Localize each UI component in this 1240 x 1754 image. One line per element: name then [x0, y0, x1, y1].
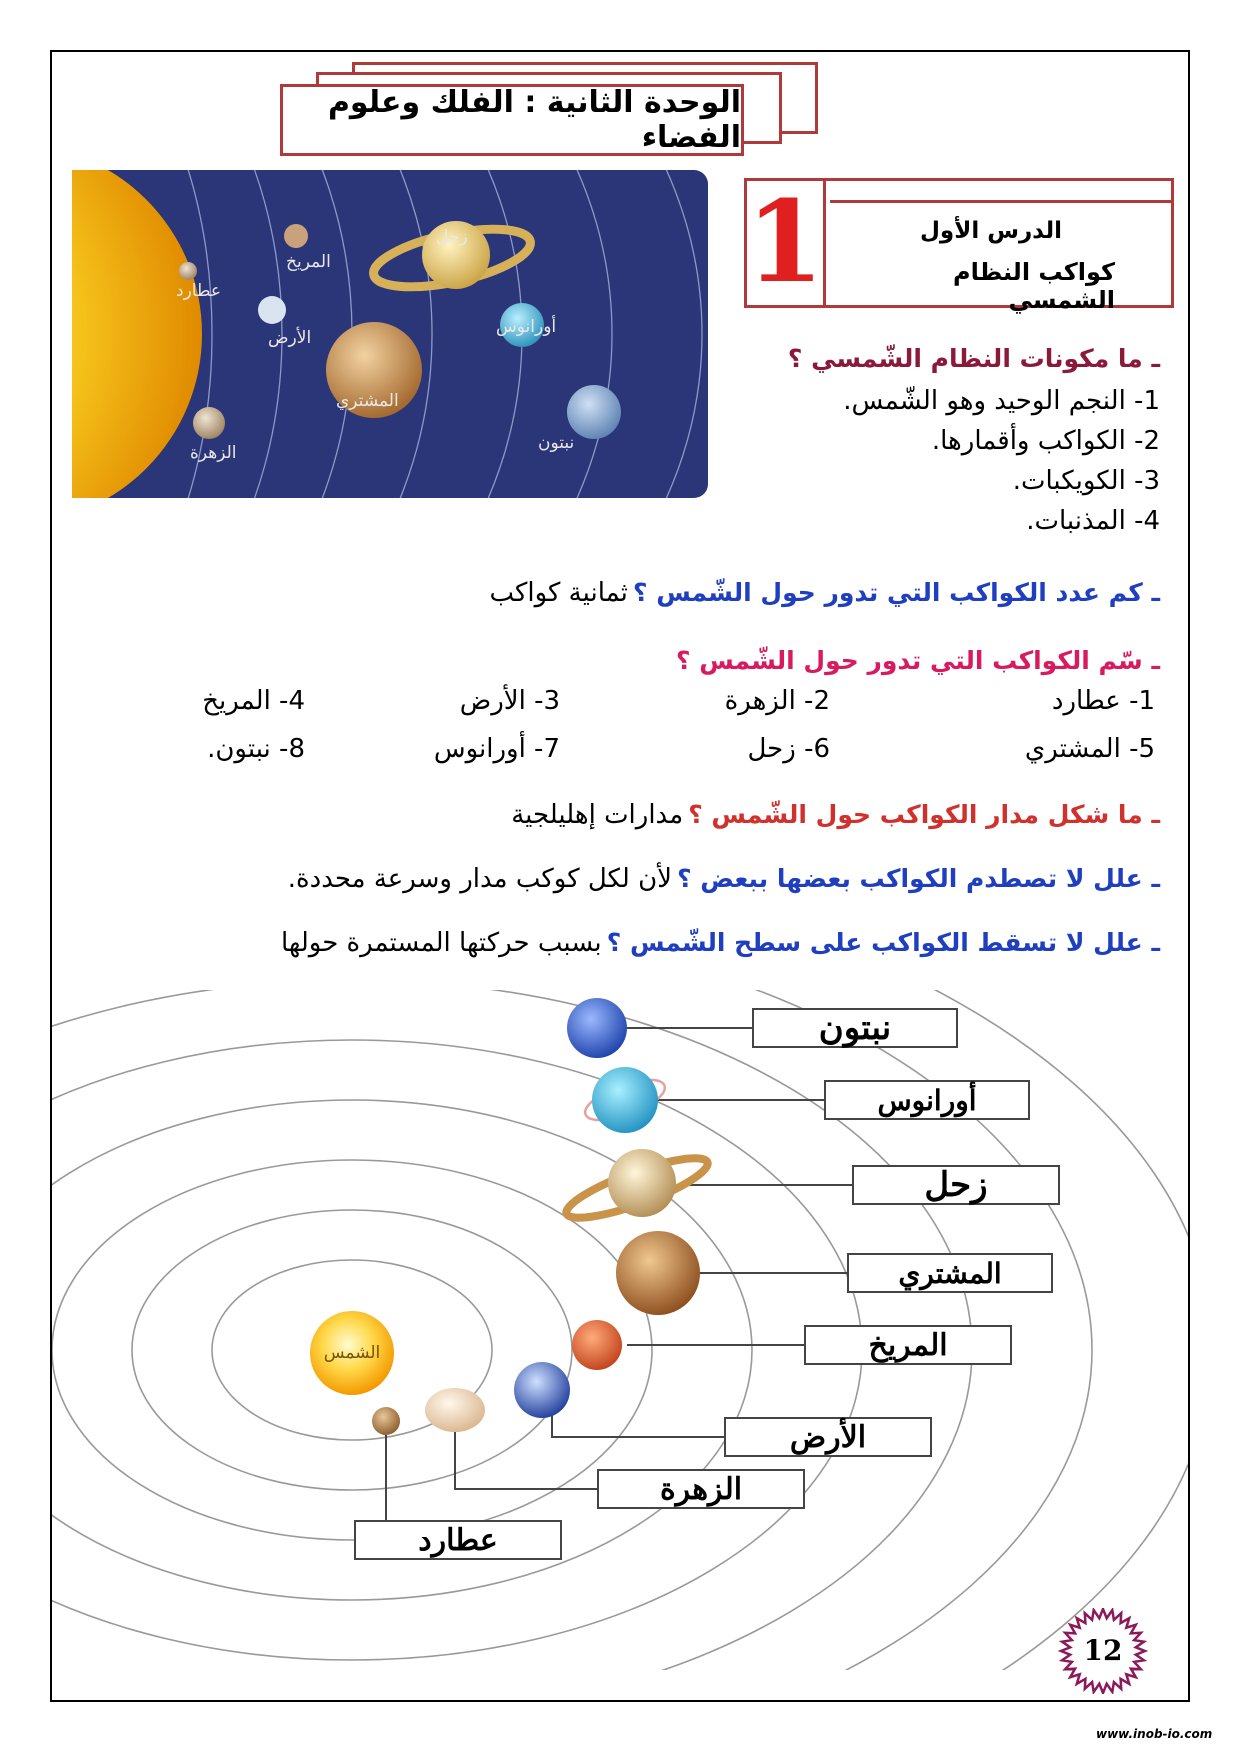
label-neptune: نبتون — [752, 1008, 958, 1048]
photo-label-mercury: عطارد — [176, 281, 222, 301]
photo-label-uranus: أورانوس — [496, 317, 557, 337]
label-earth: الأرض — [724, 1417, 932, 1457]
question-collision-row — [287, 864, 1160, 894]
label-mercury: عطارد — [354, 1520, 562, 1560]
question-falling-row — [280, 928, 1160, 958]
diagram-venus — [425, 1388, 485, 1432]
answer-collision: لأن لكل كوكب مدار وسرعة محددة. — [287, 864, 672, 894]
diagram-sun-label: الشمس — [323, 1343, 381, 1363]
q3-item-5: 5- المشتري — [1024, 734, 1155, 764]
label-jupiter: المشتري — [847, 1253, 1053, 1293]
answer-count: ثمانية كواكب — [489, 578, 628, 608]
lesson-box-divider — [830, 200, 1174, 203]
answer-orbit-shape: مدارات إهليلجية — [511, 800, 684, 830]
q3-item-8: 8- نبتون. — [207, 734, 305, 764]
photo-venus — [193, 407, 225, 439]
lesson-number: 1 — [746, 177, 824, 308]
diagram-mars — [572, 1320, 622, 1370]
q3-item-6: 6- زحل — [747, 734, 830, 764]
solar-system-photo — [72, 170, 708, 498]
q3-item-4: 4- المريخ — [202, 686, 305, 716]
question-count-row — [380, 578, 1160, 608]
question-name-planets: ـ سّم الكواكب التي تدور حول الشّمس ؟ — [676, 646, 1160, 675]
diagram-uranus — [592, 1067, 658, 1133]
unit-title-box — [280, 84, 744, 156]
question-collision: ـ علل لا تصطدم الكواكب بعضها ببعض ؟ — [677, 864, 1160, 893]
q1-item-2: 2- الكواكب وأقمارها. — [931, 426, 1160, 456]
footer-url: www.inob-io.com — [1096, 1727, 1213, 1741]
q3-item-1: 1- عطارد — [1051, 686, 1155, 716]
question-components: ـ ما مكونات النظام الشّمسي ؟ — [787, 344, 1160, 373]
q3-item-2: 2- الزهرة — [724, 686, 830, 716]
photo-label-mars: المريخ — [286, 252, 331, 272]
photo-label-saturn: زحل — [436, 227, 468, 247]
label-venus: الزهرة — [597, 1469, 805, 1509]
photo-label-venus: الزهرة — [190, 443, 237, 463]
label-mars: المريخ — [804, 1325, 1012, 1365]
label-uranus: أورانوس — [824, 1080, 1030, 1120]
answer-falling: بسبب حركتها المستمرة حولها — [280, 928, 602, 958]
question-count: ـ كم عدد الكواكب التي تدور حول الشّمس ؟ — [632, 578, 1160, 607]
diagram-earth — [514, 1362, 570, 1418]
q1-item-4: 4- المذنبات. — [1026, 506, 1160, 536]
diagram-jupiter — [616, 1231, 700, 1315]
page-number-badge — [1058, 1608, 1148, 1694]
unit-title: الوحدة الثانية : الفلك وعلوم الفضاء — [327, 85, 741, 155]
photo-label-earth: الأرض — [268, 328, 312, 348]
photo-label-neptune: نبتون — [538, 433, 575, 453]
photo-neptune — [567, 385, 621, 439]
page-number: 12 — [1083, 1634, 1123, 1667]
diagram-neptune — [567, 998, 627, 1058]
q3-item-3: 3- الأرض — [459, 686, 560, 716]
question-falling: ـ علل لا تسقط الكواكب على سطح الشّمس ؟ — [606, 928, 1160, 957]
photo-earth — [258, 296, 286, 324]
lesson-line2: كواكب النظام الشمسي — [953, 258, 1115, 314]
lesson-line1: الدرس الأول — [919, 218, 1062, 244]
question-orbit-shape: ـ ما شكل مدار الكواكب حول الشّمس ؟ — [688, 800, 1160, 829]
photo-mercury — [179, 262, 197, 280]
label-saturn: زحل — [852, 1165, 1060, 1205]
photo-label-jupiter: المشتري — [336, 391, 399, 411]
diagram-saturn — [608, 1149, 676, 1217]
q1-item-3: 3- الكويكبات. — [1012, 466, 1160, 496]
q1-item-1: 1- النجم الوحيد وهو الشّمس. — [843, 386, 1160, 416]
question-orbit-shape-row — [380, 800, 1160, 830]
photo-mars — [284, 224, 308, 248]
diagram-mercury — [372, 1407, 400, 1435]
q3-item-7: 7- أورانوس — [433, 734, 560, 764]
